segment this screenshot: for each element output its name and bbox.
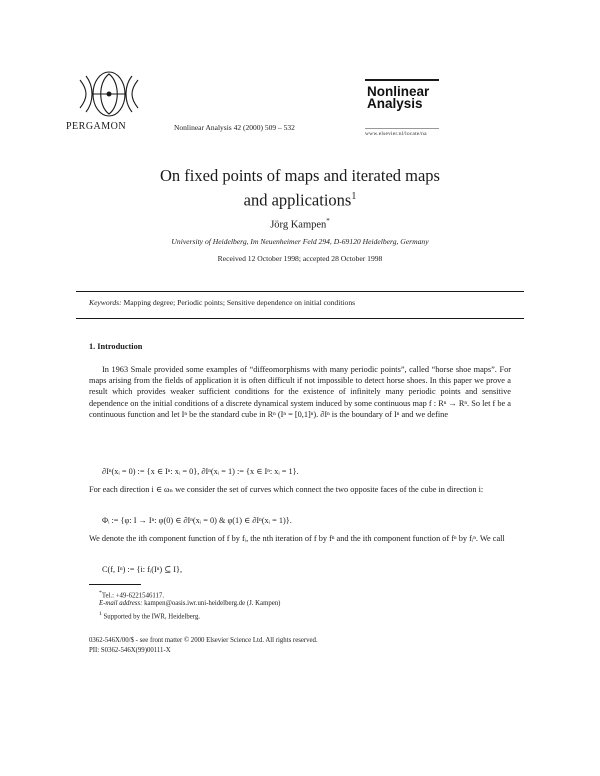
journal-title (367, 86, 447, 110)
footnote-1-mark: * (99, 590, 102, 596)
keywords-rule-bottom (76, 318, 524, 319)
title-footnote-mark: 1 (351, 191, 357, 202)
keywords (89, 298, 355, 307)
footnote-3-mark: 1 (99, 611, 102, 617)
intro-paragraph-1: In 1963 Smale provided some examples of “diffeomorphisms with many periodic points”, called “horse shoe maps”. For maps arising from the fields of application it is often difficult if not impossible to detect horse shoes. In this paper we prove a result which provides weaker sufficient conditions for the existence of infinitely many periodic points and sensitive dependence on the initial conditions of a discrete dynamical system induced by some continuous map f : Rⁿ → Rⁿ. So let f be a continuous function and let Iⁿ be the standard cube in Rⁿ (Iⁿ = [0,1]ⁿ). ∂Iⁿ is the boundary of Iⁿ and we define (89, 365, 511, 419)
paper-title (80, 165, 520, 211)
footnote-telephone (99, 590, 164, 599)
keywords-text: Mapping degree; Periodic points; Sensitive dependence on initial conditions (123, 298, 356, 307)
author-footnote-mark: * (326, 217, 330, 225)
section-heading: 1. Introduction (89, 342, 143, 351)
journal-reference: Nonlinear Analysis 42 (2000) 509 – 532 (174, 123, 295, 132)
footnote-support (99, 611, 200, 620)
footnote-rule (89, 584, 141, 585)
author-line (80, 217, 520, 231)
footnote-email-text[interactable]: kampen@oasis.iwr.uni-heidelberg.de (J. Kampen) (144, 600, 281, 607)
footnote-3-text: Supported by the IWR, Heidelberg. (103, 613, 201, 621)
title-line2-wrap (80, 186, 520, 211)
boundary-definition-formula: ∂Iⁿ(xᵢ = 0) := {x ∈ Iⁿ: xᵢ = 0}, ∂Iⁿ(xᵢ = 1) := {x ∈ Iⁿ: xᵢ = 1}. (102, 467, 299, 476)
component-set-formula: C(f, Iⁿ) := {i: fᵢ(Iⁿ) ⊆ I}, (102, 565, 183, 574)
footnote-1-text: Tel.: +49-6221546117. (101, 592, 165, 600)
journal-title-line2: Analysis (367, 96, 423, 111)
intro-paragraph-2: For each direction i ∈ ωₙ we consider the set of curves which connect the two opposite faces of the cube in direction i: (89, 485, 484, 494)
curve-set-formula: Φᵢ := {φ: I → Iⁿ: φ(0) ∈ ∂Iⁿ(xᵢ = 0) & φ(1) ∈ ∂Iⁿ(xᵢ = 1)}. (102, 516, 292, 525)
keywords-label: Keywords: (89, 298, 122, 307)
author-name: Jörg Kampen (270, 219, 327, 231)
journal-title-line1: Nonlinear (367, 84, 430, 99)
journal-rule-url (365, 128, 439, 129)
footnote-email-label: E-mail address: (99, 600, 143, 607)
journal-url[interactable]: www.elsevier.nl/locate/na (365, 131, 427, 137)
keywords-rule-top (76, 291, 524, 292)
journal-rule-top (365, 79, 439, 81)
publisher-name: PERGAMON (66, 121, 127, 132)
title-line2: and applications (243, 190, 352, 210)
title-line1: On fixed points of maps and iterated maps (160, 166, 440, 185)
received-dates: Received 12 October 1998; accepted 28 October 1998 (217, 254, 383, 263)
footnote-email (99, 600, 280, 607)
pii-line: PII: S0362-546X(99)00111-X (89, 647, 171, 654)
publisher-logo (76, 66, 142, 122)
author-affiliation: University of Heidelberg, Im Neuenheimer Feld 294, D-69120 Heidelberg, Germany (171, 237, 429, 246)
copyright-line: 0362-546X/00/$ - see front matter © 2000 Elsevier Science Ltd. All rights reserved. (89, 637, 318, 644)
intro-paragraph-3: We denote the ith component function of f by fᵢ, the nth iteration of f by fⁿ and the ith component function of fⁿ by fᵢⁿ. We call (89, 534, 505, 543)
